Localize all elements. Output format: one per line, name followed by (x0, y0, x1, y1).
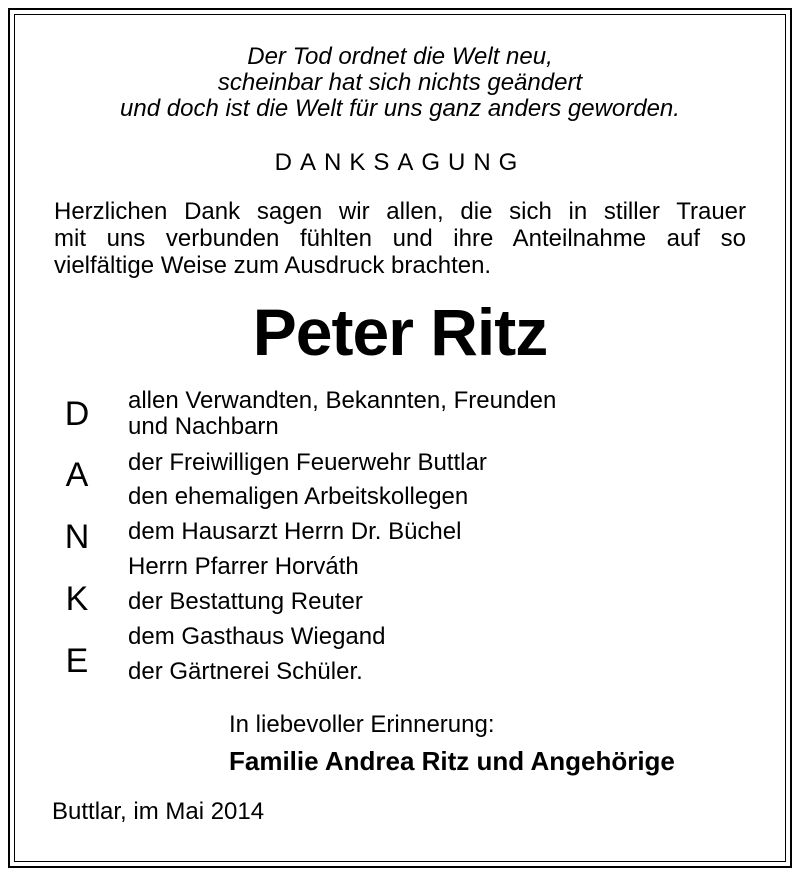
quote-line: Der Tod ordnet die Welt neu, (247, 43, 553, 70)
thanks-item: allen Verwandten, Bekannten, Freunden (128, 387, 557, 414)
thanks-item: der Freiwilligen Feuerwehr Buttlar (128, 449, 487, 476)
thanks-item: dem Hausarzt Herrn Dr. Büchel (128, 518, 462, 545)
danke-letter: N (64, 518, 90, 556)
thanks-item: Herrn Pfarrer Horváth (128, 553, 359, 580)
danke-letter: A (65, 456, 89, 494)
danke-letter: D (64, 395, 90, 433)
thanks-item: der Gärtnerei Schüler. (128, 658, 363, 685)
intro-line: mit uns verbunden fühlten und ihre Anteilnahme auf so (54, 225, 746, 252)
thanks-item: dem Gasthaus Wiegand (128, 623, 386, 650)
quote-line: und doch ist die Welt für uns ganz anders geworden. (120, 95, 680, 122)
closing-text: In liebevoller Erinnerung: (229, 711, 495, 738)
thanks-item: den ehemaligen Arbeitskollegen (128, 483, 469, 510)
intro-paragraph (54, 198, 746, 279)
danke-letter: K (65, 580, 89, 618)
deceased-name: Peter Ritz (252, 295, 548, 369)
thanks-item: und Nachbarn (128, 413, 279, 440)
signature: Familie Andrea Ritz und Angehörige (229, 746, 675, 776)
thanks-item: der Bestattung Reuter (128, 588, 363, 615)
intro-line: vielfältige Weise zum Ausdruck brachten. (54, 252, 492, 279)
place-date: Buttlar, im Mai 2014 (52, 798, 265, 825)
intro-line: Herzlichen Dank sagen wir allen, die sich in stiller Trauer (54, 198, 746, 225)
danke-letter: E (65, 642, 89, 680)
heading: DANKSAGUNG (274, 149, 526, 176)
quote-line: scheinbar hat sich nichts geändert (217, 69, 583, 96)
